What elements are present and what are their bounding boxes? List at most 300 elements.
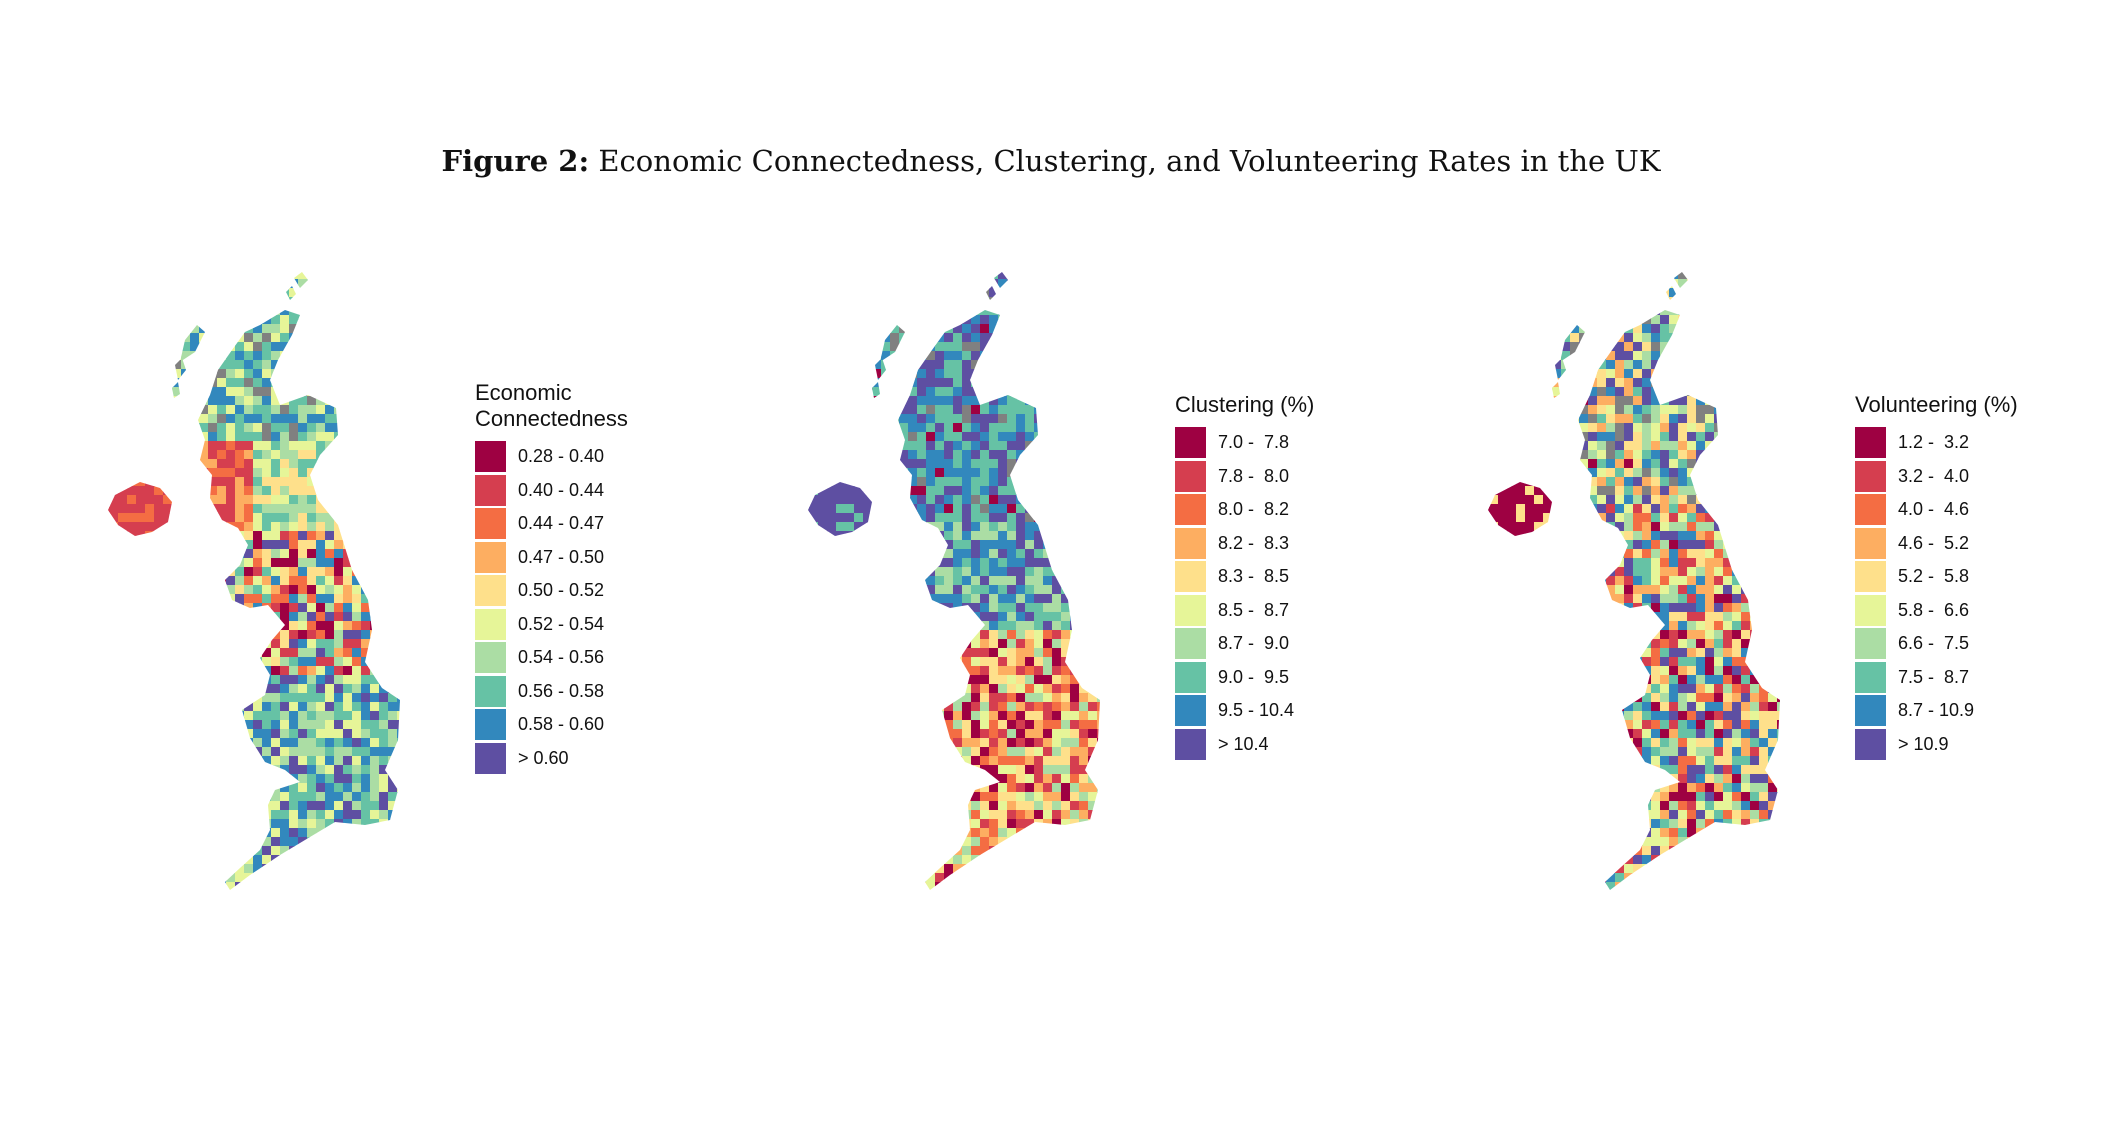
map-region	[836, 333, 846, 343]
map-region	[289, 594, 299, 604]
map-region	[1007, 369, 1017, 379]
map-region	[208, 657, 218, 667]
map-region	[908, 648, 918, 658]
map-region	[100, 702, 110, 712]
map-region	[1097, 351, 1107, 361]
map-region	[127, 792, 137, 802]
legend-swatch	[1175, 662, 1206, 693]
map-region	[1079, 333, 1089, 343]
map-region	[136, 504, 146, 514]
map-region	[863, 711, 873, 721]
map-region	[127, 477, 137, 487]
map-region	[235, 477, 245, 487]
map-region	[1007, 873, 1017, 883]
map-region	[280, 306, 290, 316]
map-region	[1106, 405, 1116, 415]
map-region	[316, 306, 326, 316]
map-region	[298, 351, 308, 361]
map-region	[361, 495, 371, 505]
map-region	[890, 288, 900, 298]
map-region	[226, 414, 236, 424]
map-region	[962, 324, 972, 334]
map-region	[172, 297, 182, 307]
map-region	[154, 315, 164, 325]
map-region	[800, 585, 810, 595]
map-region	[388, 738, 398, 748]
map-region	[908, 747, 918, 757]
map-region	[1097, 792, 1107, 802]
map-region	[1025, 306, 1035, 316]
map-region	[989, 396, 999, 406]
map-region	[953, 828, 963, 838]
map-region	[1106, 702, 1116, 712]
map-region	[1070, 306, 1080, 316]
map-region	[1070, 648, 1080, 658]
map-region	[244, 801, 254, 811]
map-region	[818, 306, 828, 316]
map-region	[926, 288, 936, 298]
map-region	[379, 360, 389, 370]
map-region	[118, 864, 128, 874]
map-region	[118, 549, 128, 559]
map-region	[818, 549, 828, 559]
map-region	[989, 315, 999, 325]
map-region	[1106, 549, 1116, 559]
map-region	[1016, 855, 1026, 865]
map-region	[406, 873, 416, 883]
map-region	[1088, 342, 1098, 352]
map-region	[917, 378, 927, 388]
map-region	[388, 873, 398, 883]
map-region	[109, 648, 119, 658]
map-region	[136, 738, 146, 748]
map-region	[872, 810, 882, 820]
map-region	[863, 702, 873, 712]
map-region	[343, 567, 353, 577]
map-region	[836, 441, 846, 451]
map-region	[226, 819, 236, 829]
map-region	[998, 288, 1008, 298]
map-region	[190, 513, 200, 523]
map-region	[397, 756, 407, 766]
map-regions	[800, 270, 1116, 890]
map-region	[917, 819, 927, 829]
map-region	[899, 441, 909, 451]
map-region	[971, 549, 981, 559]
map-region	[854, 837, 864, 847]
map-region	[899, 711, 909, 721]
map-region	[127, 333, 137, 343]
map-region	[1043, 342, 1053, 352]
map-region	[827, 720, 837, 730]
map-region	[163, 576, 173, 586]
map-region	[226, 648, 236, 658]
map-region	[1079, 423, 1089, 433]
map-region	[361, 747, 371, 757]
map-region	[1106, 873, 1116, 883]
map-region	[226, 765, 236, 775]
map-region	[226, 603, 236, 613]
map-region	[199, 333, 209, 343]
map-region	[316, 531, 326, 541]
map-region	[1070, 738, 1080, 748]
legend-item	[475, 742, 628, 776]
map-region	[199, 279, 209, 289]
map-region	[271, 558, 281, 568]
map-region	[100, 540, 110, 550]
map-region	[1034, 495, 1044, 505]
map-region	[235, 684, 245, 694]
map-region	[379, 702, 389, 712]
map-region	[406, 711, 416, 721]
map-region	[325, 351, 335, 361]
map-region	[1079, 270, 1089, 280]
map-region	[827, 621, 837, 631]
map-region	[1088, 846, 1098, 856]
map-region	[280, 684, 290, 694]
map-region	[1025, 747, 1035, 757]
map-region	[388, 522, 398, 532]
map-region	[926, 567, 936, 577]
map-region	[352, 279, 362, 289]
map-region	[208, 324, 218, 334]
map-region	[917, 738, 927, 748]
map-region	[1052, 792, 1062, 802]
map-region	[998, 324, 1008, 334]
map-region	[388, 549, 398, 559]
map-region	[908, 585, 918, 595]
map-region	[181, 729, 191, 739]
map-region	[181, 432, 191, 442]
map-region	[908, 612, 918, 622]
map-region	[226, 297, 236, 307]
map-region	[836, 423, 846, 433]
map-region	[1052, 504, 1062, 514]
map-region	[226, 405, 236, 415]
map-region	[361, 603, 371, 613]
map-region	[298, 540, 308, 550]
map-region	[1016, 612, 1026, 622]
map-region	[1043, 639, 1053, 649]
map-region	[361, 477, 371, 487]
map-region	[836, 558, 846, 568]
map-region	[316, 369, 326, 379]
map-region	[199, 549, 209, 559]
map-region	[145, 297, 155, 307]
map-region	[863, 603, 873, 613]
map-region	[217, 693, 227, 703]
map-region	[1043, 603, 1053, 613]
map-region	[908, 450, 918, 460]
map-region	[953, 810, 963, 820]
map-region	[1052, 747, 1062, 757]
map-region	[1097, 396, 1107, 406]
map-region	[244, 297, 254, 307]
map-region	[136, 693, 146, 703]
map-region	[953, 405, 963, 415]
map-region	[127, 576, 137, 586]
map-region	[127, 468, 137, 478]
map-region	[971, 486, 981, 496]
map-region	[379, 432, 389, 442]
map-region	[1034, 639, 1044, 649]
map-region	[244, 693, 254, 703]
map-region	[226, 486, 236, 496]
map-region	[100, 810, 110, 820]
map-region	[199, 378, 209, 388]
map-region	[917, 774, 927, 784]
map-region	[935, 873, 945, 883]
map-region	[1106, 783, 1116, 793]
map-region	[881, 450, 891, 460]
map-region	[226, 837, 236, 847]
map-region	[298, 288, 308, 298]
map-region	[836, 486, 846, 496]
map-region	[944, 693, 954, 703]
map-region	[289, 864, 299, 874]
map-region	[289, 288, 299, 298]
map-region	[136, 414, 146, 424]
map-region	[397, 864, 407, 874]
map-region	[935, 630, 945, 640]
map-region	[917, 513, 927, 523]
map-region	[253, 684, 263, 694]
map-region	[980, 756, 990, 766]
map-region	[244, 315, 254, 325]
map-region	[989, 738, 999, 748]
map-region	[827, 360, 837, 370]
map-region	[854, 621, 864, 631]
map-region	[127, 702, 137, 712]
map-region	[998, 738, 1008, 748]
map-region	[109, 288, 119, 298]
map-region	[109, 675, 119, 685]
map-region	[325, 702, 335, 712]
map-region	[845, 684, 855, 694]
map-region	[962, 702, 972, 712]
map-region	[361, 684, 371, 694]
map-region	[935, 504, 945, 514]
map-region	[998, 522, 1008, 532]
map-region	[917, 747, 927, 757]
map-region	[1097, 828, 1107, 838]
map-region	[289, 801, 299, 811]
map-region	[827, 684, 837, 694]
map-region	[926, 378, 936, 388]
map-region	[818, 396, 828, 406]
map-region	[181, 828, 191, 838]
map-region	[100, 441, 110, 451]
map-region	[1016, 630, 1026, 640]
map-region	[307, 279, 317, 289]
map-region	[998, 594, 1008, 604]
map-region	[944, 747, 954, 757]
map-region	[262, 396, 272, 406]
map-region	[872, 792, 882, 802]
map-region	[208, 756, 218, 766]
map-region	[809, 396, 819, 406]
map-region	[163, 783, 173, 793]
map-region	[253, 792, 263, 802]
map-region	[289, 306, 299, 316]
map-region	[836, 513, 846, 523]
map-region	[1025, 396, 1035, 406]
map-region	[199, 765, 209, 775]
map-region	[298, 423, 308, 433]
map-region	[1034, 612, 1044, 622]
map-region	[199, 441, 209, 451]
map-region	[136, 549, 146, 559]
map-region	[881, 459, 891, 469]
map-region	[872, 549, 882, 559]
map-region	[1043, 729, 1053, 739]
map-region	[289, 855, 299, 865]
map-region	[307, 810, 317, 820]
legend-label: 9.0 - 9.5	[1218, 666, 1290, 687]
map-region	[262, 306, 272, 316]
map-region	[1070, 720, 1080, 730]
map-region	[388, 666, 398, 676]
map-region	[1061, 828, 1071, 838]
map-region	[307, 711, 317, 721]
map-region	[800, 630, 810, 640]
map-region	[854, 351, 864, 361]
map-region	[809, 711, 819, 721]
map-region	[226, 846, 236, 856]
map-region	[962, 837, 972, 847]
map-region	[334, 846, 344, 856]
legend-swatch	[1175, 494, 1206, 525]
map-region	[316, 666, 326, 676]
map-region	[890, 495, 900, 505]
map-region	[199, 423, 209, 433]
map-region	[1025, 531, 1035, 541]
map-region	[352, 729, 362, 739]
map-region	[379, 567, 389, 577]
map-region	[118, 486, 128, 496]
map-region	[854, 801, 864, 811]
map-region	[845, 423, 855, 433]
map-region	[397, 855, 407, 865]
map-region	[262, 720, 272, 730]
map-region	[298, 576, 308, 586]
map-region	[818, 270, 828, 280]
map-region	[899, 396, 909, 406]
map-region	[1070, 666, 1080, 676]
map-region	[908, 477, 918, 487]
map-region	[1088, 414, 1098, 424]
map-region	[836, 729, 846, 739]
map-region	[971, 324, 981, 334]
map-region	[109, 486, 119, 496]
map-region	[370, 729, 380, 739]
map-region	[235, 801, 245, 811]
map-region	[370, 756, 380, 766]
map-region	[280, 405, 290, 415]
map-region	[199, 873, 209, 883]
map-region	[217, 576, 227, 586]
map-region	[962, 360, 972, 370]
map-region	[280, 288, 290, 298]
map-region	[989, 549, 999, 559]
map-region	[899, 342, 909, 352]
map-region	[1016, 567, 1026, 577]
map-region	[1061, 378, 1071, 388]
map-region	[307, 414, 317, 424]
map-region	[208, 702, 218, 712]
map-region	[298, 720, 308, 730]
map-region	[379, 405, 389, 415]
map-region	[379, 288, 389, 298]
map-region	[800, 873, 810, 883]
map-region	[1007, 612, 1017, 622]
map-region	[1034, 738, 1044, 748]
map-region	[827, 270, 837, 280]
map-region	[226, 702, 236, 712]
map-region	[163, 558, 173, 568]
map-region	[1061, 882, 1071, 890]
map-region	[1034, 306, 1044, 316]
map-region	[298, 414, 308, 424]
map-region	[1088, 702, 1098, 712]
map-region	[136, 306, 146, 316]
map-region	[325, 441, 335, 451]
map-region	[280, 549, 290, 559]
map-region	[827, 288, 837, 298]
map-region	[145, 513, 155, 523]
map-region	[136, 297, 146, 307]
map-region	[836, 324, 846, 334]
map-region	[379, 729, 389, 739]
map-region	[298, 513, 308, 523]
map-region	[244, 810, 254, 820]
map-region	[863, 477, 873, 487]
map-region	[899, 783, 909, 793]
map-region	[809, 459, 819, 469]
map-region	[280, 369, 290, 379]
map-region	[172, 486, 182, 496]
map-region	[1070, 360, 1080, 370]
map-region	[379, 540, 389, 550]
map-region	[827, 846, 837, 856]
map-region	[836, 306, 846, 316]
map-region	[208, 666, 218, 676]
map-region	[388, 423, 398, 433]
map-region	[100, 513, 110, 523]
map-region	[953, 837, 963, 847]
map-region	[1025, 279, 1035, 289]
map-region	[827, 666, 837, 676]
map-region	[1088, 486, 1098, 496]
map-region	[388, 576, 398, 586]
map-region	[1052, 558, 1062, 568]
map-region	[836, 801, 846, 811]
map-region	[262, 450, 272, 460]
map-region	[971, 360, 981, 370]
map-region	[109, 432, 119, 442]
map-region	[1043, 801, 1053, 811]
map-region	[908, 801, 918, 811]
map-region	[253, 774, 263, 784]
map-region	[1088, 423, 1098, 433]
map-region	[917, 864, 927, 874]
map-region	[298, 855, 308, 865]
map-region	[361, 657, 371, 667]
map-region	[145, 405, 155, 415]
map-region	[854, 441, 864, 451]
map-region	[854, 612, 864, 622]
map-region	[271, 756, 281, 766]
